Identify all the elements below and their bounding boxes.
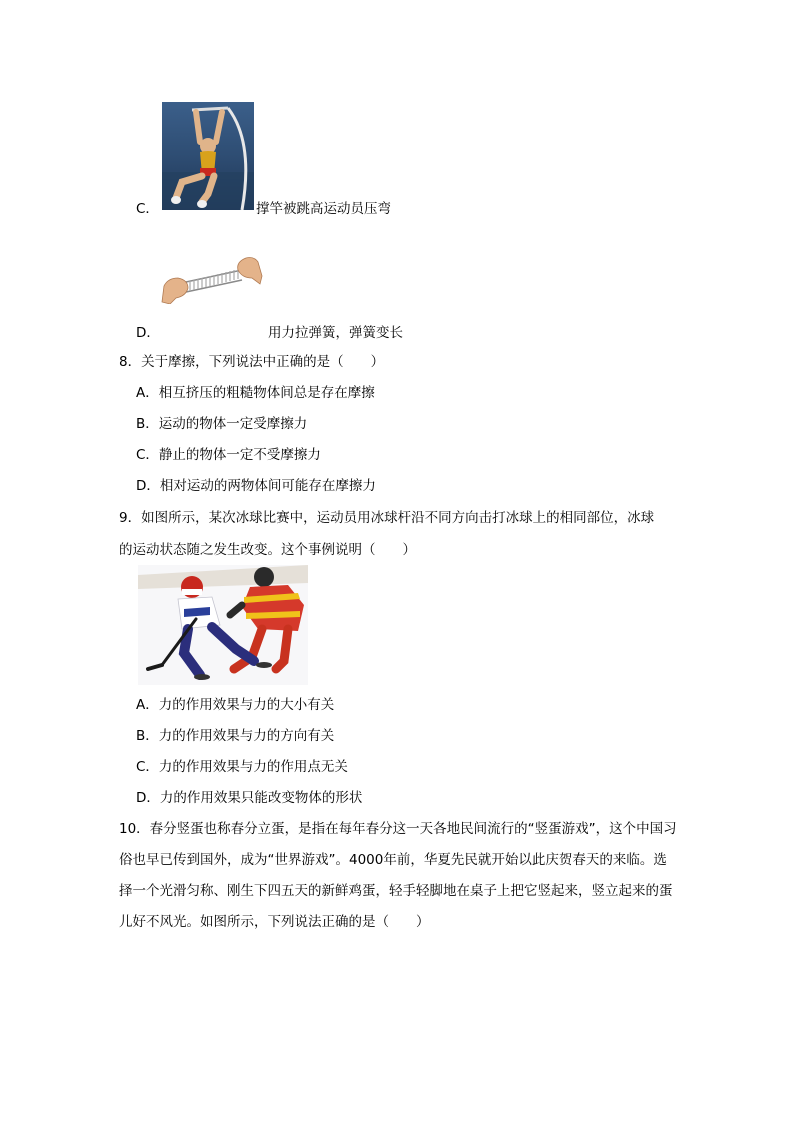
q9-stem-line2: 的运动状态随之发生改变。这个事例说明（ ） (119, 542, 416, 558)
ice-hockey-players-photo-icon (138, 565, 308, 685)
q10-stem: 10．春分竖蛋也称春分立蛋，是指在每年春分这一天各地民间流行的“竖蛋游戏”，这个中国习俗也早已传到国外，成为“世界游戏”。4000年前，华夏先民就开始以此庆贺春天的来临。选择一个光滑匀称、刚生下四五天的新鲜鸡蛋，轻手轻脚地在桌子上把它竖起来，竖立起来的蛋儿好不风光。如图所示，下列说法正确的是（ ） (119, 821, 677, 930)
q7-option-d-text: 用力拉弹簧，弹簧变长 (268, 325, 403, 341)
q9-option-a: A．力的作用效果与力的大小有关 (136, 697, 335, 713)
q8-option-c: C．静止的物体一定不受摩擦力 (136, 447, 321, 463)
hands-stretching-spring-photo-icon (160, 256, 264, 304)
q7-option-c-letter: C． (136, 201, 159, 217)
q7-option-c-text: 撑竿被跳高运动员压弯 (256, 201, 391, 217)
q7-option-d-letter: D． (136, 325, 160, 341)
q8-option-d: D．相对运动的两物体间可能存在摩擦力 (136, 478, 376, 494)
pole-vault-athlete-photo-icon (162, 102, 254, 210)
q8-option-a: A．相互挤压的粗糙物体间总是存在摩擦 (136, 385, 375, 401)
q8-stem: 8．关于摩擦，下列说法中正确的是（ ） (119, 354, 385, 370)
q8-option-b: B．运动的物体一定受摩擦力 (136, 416, 308, 432)
q9-option-d: D．力的作用效果只能改变物体的形状 (136, 790, 363, 806)
q9-option-b: B．力的作用效果与力的方向有关 (136, 728, 335, 744)
q9-stem-line1: 9．如图所示，某次冰球比赛中，运动员用冰球杆沿不同方向击打冰球上的相同部位，冰球 (119, 510, 655, 526)
q9-option-c: C．力的作用效果与力的作用点无关 (136, 759, 348, 775)
